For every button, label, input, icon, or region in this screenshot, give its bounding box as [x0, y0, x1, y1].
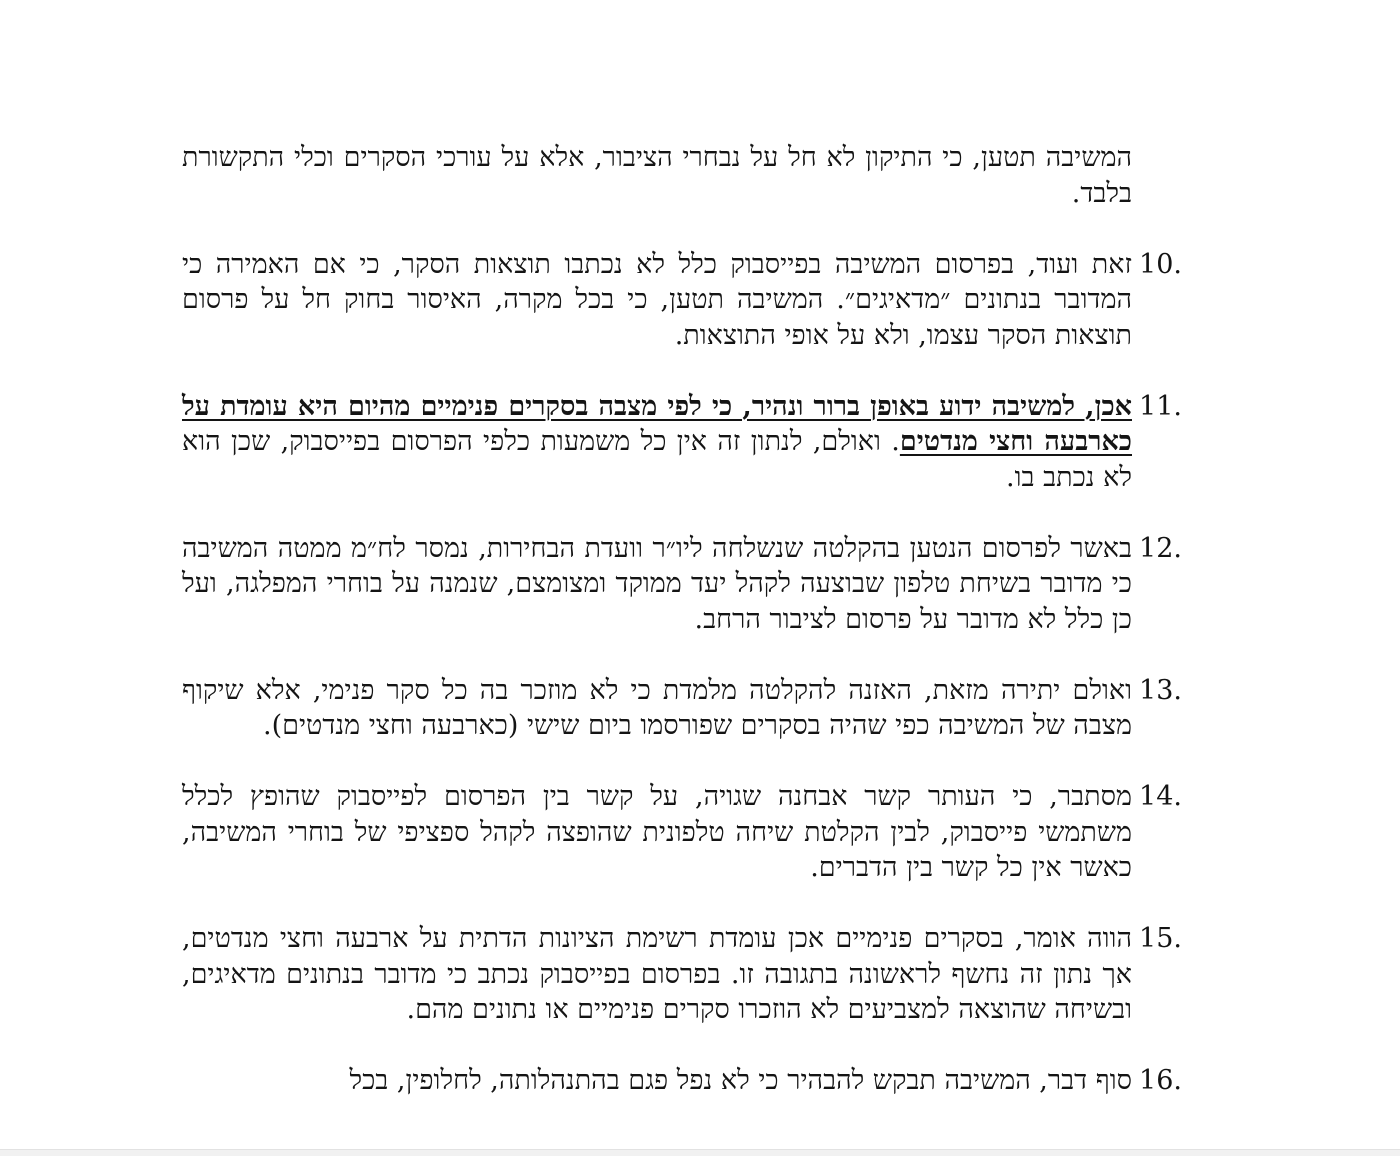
paragraph-number: 12. — [1139, 532, 1182, 564]
paragraph-number: 11. — [1139, 390, 1182, 422]
page-bottom-edge — [0, 1149, 1400, 1156]
numbered-paragraph-16 — [182, 1063, 1182, 1099]
document-body — [182, 140, 1182, 1134]
numbered-paragraph-11 — [182, 389, 1182, 496]
paragraph-text: סוף דבר, המשיבה תבקש להבהיר כי לא נפל פגם בהתנהלותה, לחלופין, בכל — [349, 1065, 1132, 1096]
intro-paragraph: המשיבה תטען, כי התיקון לא חל על נבחרי הציבור, אלא על עורכי הסקרים וכלי התקשורת בלבד. — [182, 142, 1132, 209]
paragraph-text: באשר לפרסום הנטען בהקלטה שנשלחה ליו״ר וועדת הבחירות, נמסר לח״מ ממטה המשיבה כי מדובר בשיחת טלפון שבוצעה לקהל יעד ממוקד ומצומצם, שנמנה על בוחרי המפלגה, ועל כן כלל לא מדובר על פרסום לציבור הרחב. — [182, 532, 1132, 635]
paragraph-text: ואולם יתירה מזאת, האזנה להקלטה מלמדת כי לא מוזכר בה כל סקר פנימי, אלא שיקוף מצבה של המשיבה כפי שהיה בסקרים שפורסמו ביום שישי (כארבעה וחצי מנדטים). — [182, 674, 1132, 741]
numbered-paragraph-13 — [182, 673, 1182, 744]
numbered-paragraph-14 — [182, 779, 1182, 886]
numbered-paragraph-10 — [182, 247, 1182, 354]
paragraph-number: 15. — [1139, 923, 1182, 954]
paragraph-number: 16. — [1139, 1065, 1182, 1096]
numbered-paragraph-15 — [182, 921, 1182, 1028]
numbered-paragraph-12 — [182, 531, 1182, 638]
paragraph-number: 10. — [1139, 248, 1182, 280]
paragraph-text — [182, 389, 1132, 496]
paragraph-number: 13. — [1139, 674, 1182, 706]
paragraph-text: מסתבר, כי העותר קשר אבחנה שגויה, על קשר בין הפרסום לפייסבוק שהופץ לכלל משתמשי פייסבוק, לבין הקלטת שיחה טלפונית שהופצה לקהל ספציפי של בוחרי המשיבה, כאשר אין כל קשר בין הדברים. — [182, 781, 1132, 883]
paragraph-text: זאת ועוד, בפרסום המשיבה בפייסבוק כלל לא נכתבו תוצאות הסקר, כי אם האמירה כי המדובר בנתונים ״מדאיגים״. המשיבה תטען, כי בכל מקרה, האיסור בחוק חל על פרסום תוצאות הסקר עצמו, ולא על אופי התוצאות. — [182, 248, 1132, 351]
paragraph-text-rest: . ואולם, לנתון זה אין כל משמעות כלפי הפרסום בפייסבוק, שכן הוא לא נכתב בו. — [182, 426, 1132, 493]
emphasized-text: אכן, למשיבה ידוע באופן ברור ונהיר, כי לפי מצבה בסקרים פנימיים מהיום היא עומדת על כארבעה וחצי מנדטים — [182, 390, 1132, 457]
paragraph-text: הווה אומר, בסקרים פנימיים אכן עומדת רשימת הציונות הדתית על ארבעה וחצי מנדטים, אך נתון זה נחשף לראשונה בתגובה זו. בפרסום בפייסבוק נכתב כי מדובר בנתונים מדאיגים, ובשיחה שהוצאה למצביעים לא הוזכרו סקרים פנימיים או נתונים מהם. — [182, 923, 1132, 1025]
paragraph-number: 14. — [1139, 781, 1182, 812]
